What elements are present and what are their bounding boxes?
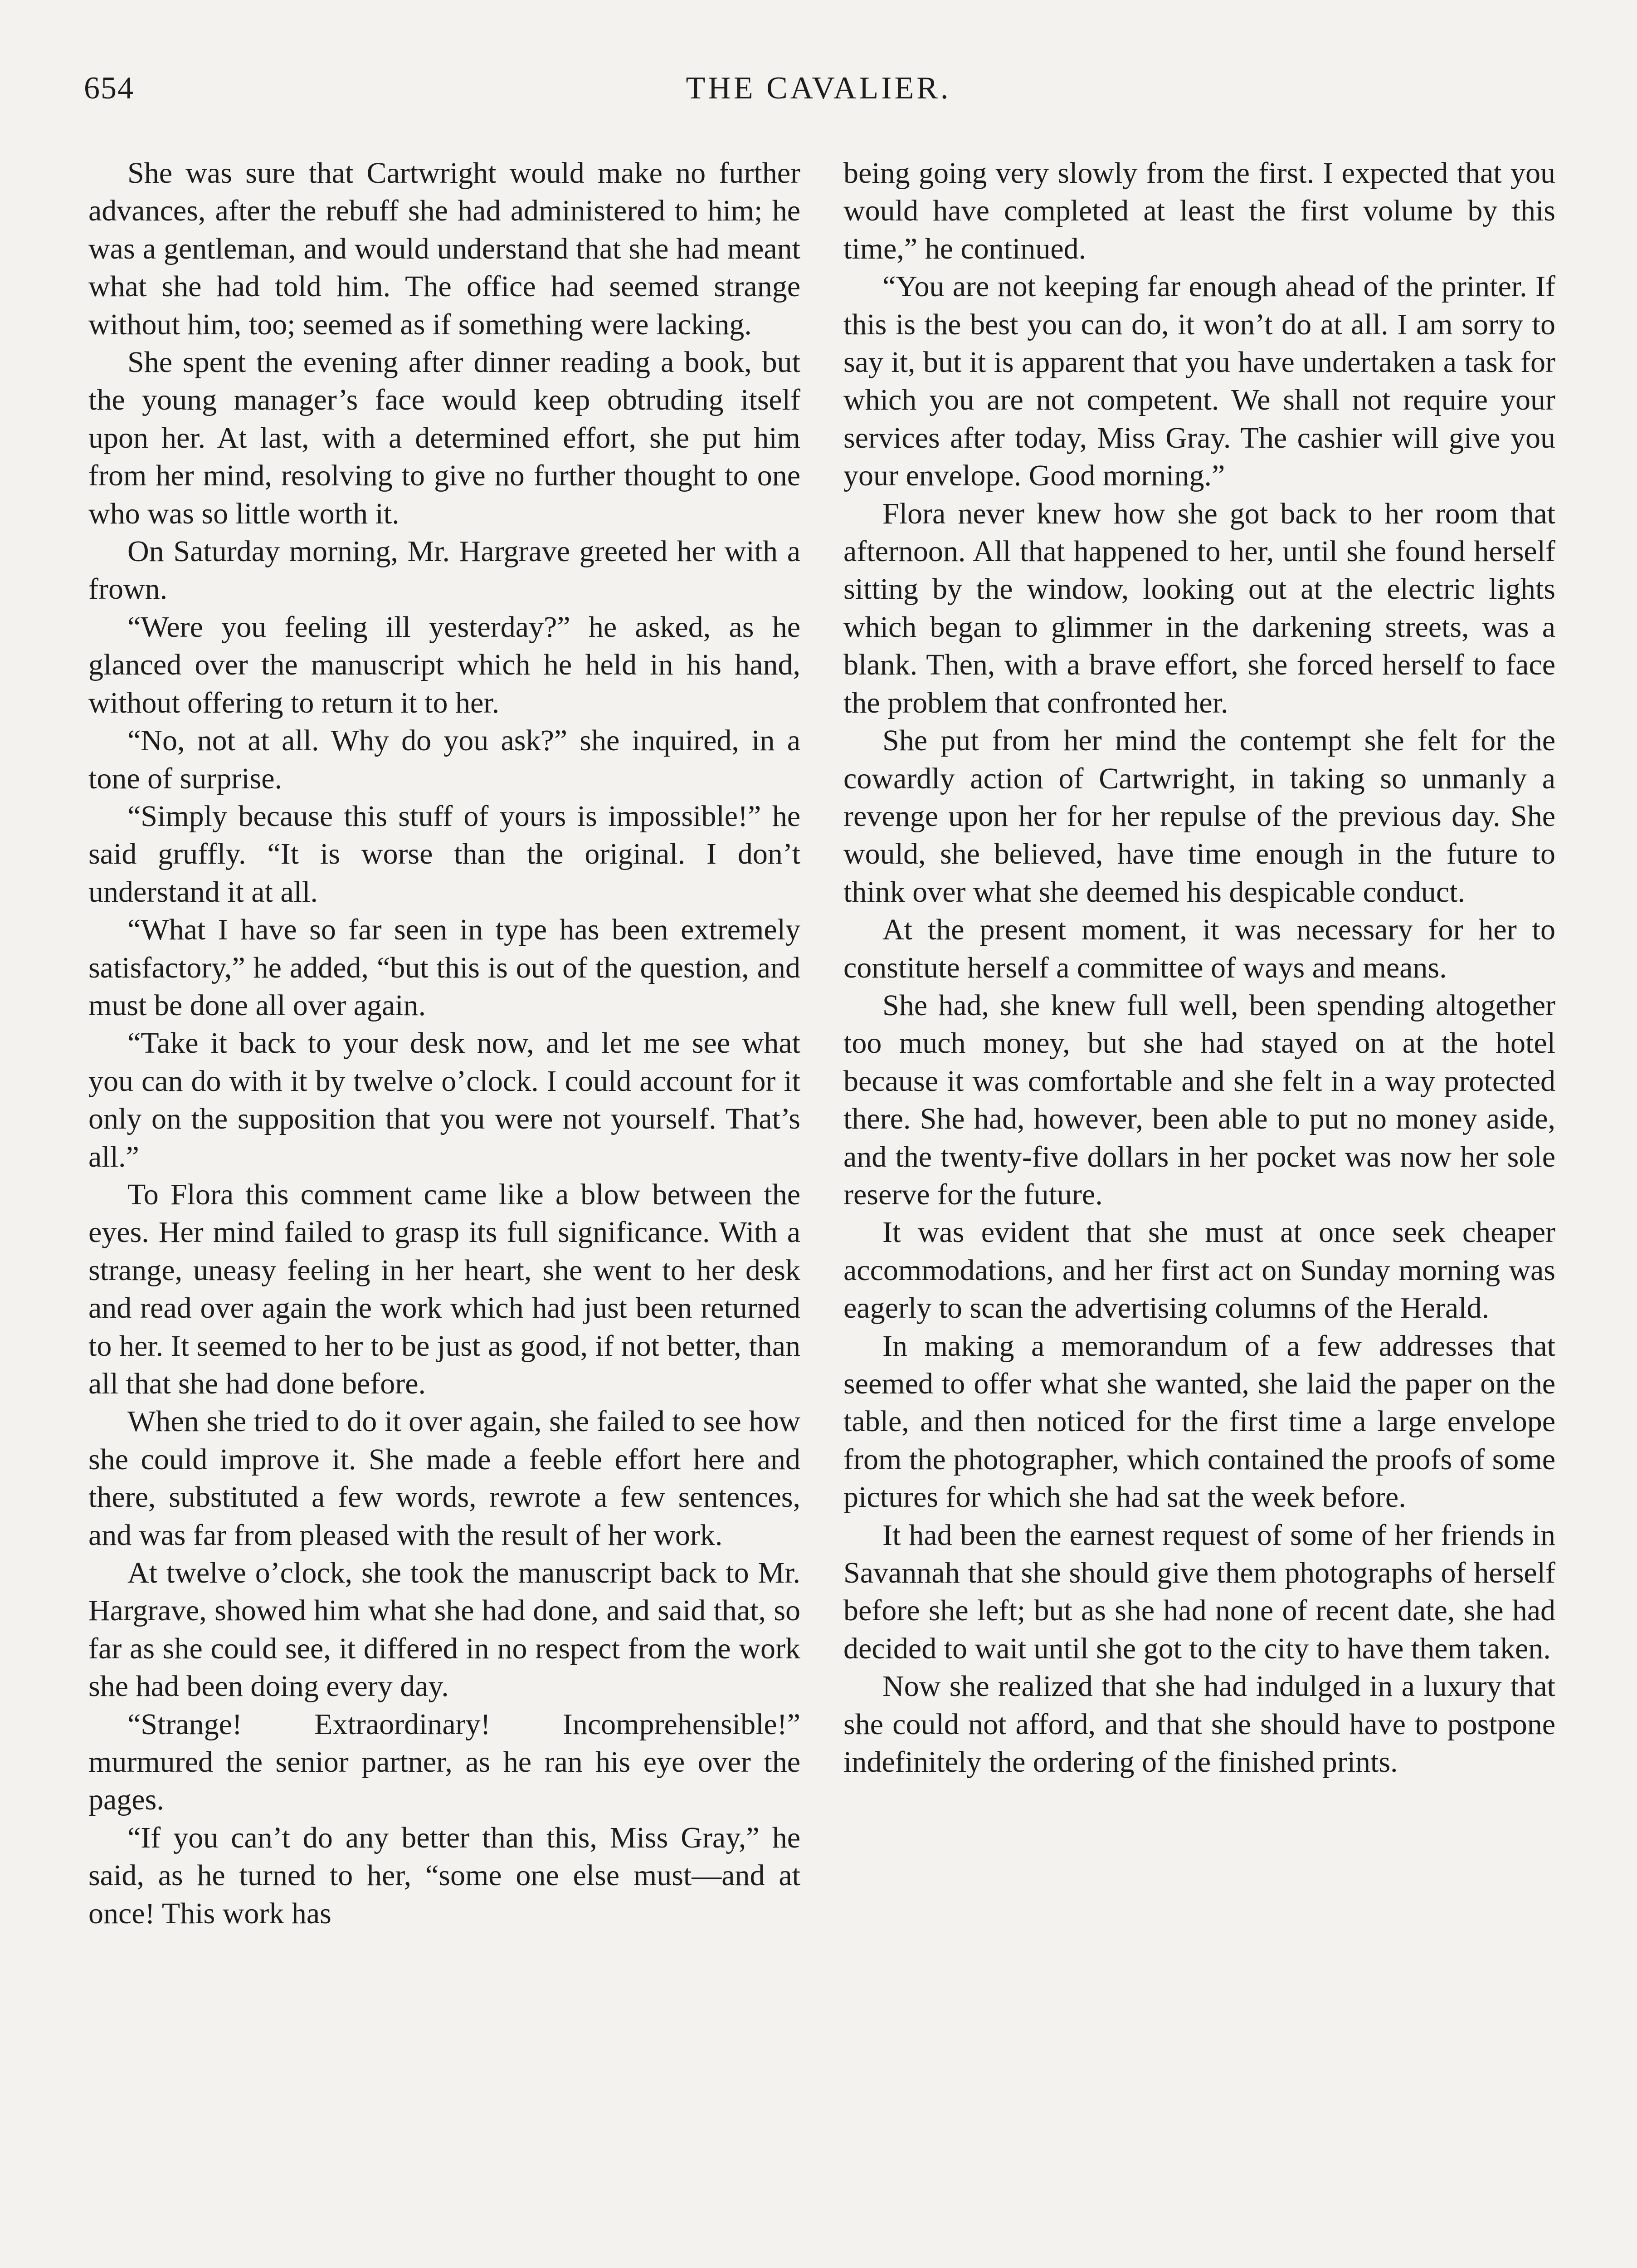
paragraph: “You are not keeping far enough ahead of the printer. If this is the best you can do, it won’t do at all. I am sorry to say it, but it is apparent that you have undertaken a task for which you are not competent. We shall not require your services after today, Miss Gray. The cashier will give you your envelope. Good morning.” — [843, 270, 1555, 493]
paragraph: “If you can’t do any better than this, Miss Gray,” he said, as he turned to her, “some one else must—and at once! This work has — [88, 1821, 800, 1930]
running-head: THE CAVALIER. — [686, 71, 951, 106]
paragraph: “No, not at all. Why do you ask?” she inquired, in a tone of surprise. — [88, 724, 800, 795]
paragraph: Flora never knew how she got back to her room that afternoon. All that happened to her, until she found herself sitting by the window, looking out at the electric lights which began to glimmer in the darkening streets, was a blank. Then, with a brave effort, she forced herself to face the problem that confronted her. — [843, 497, 1555, 719]
paragraph: “Strange! Extraordinary! Incomprehensible!” murmured the senior partner, as he ran his eye over the pages. — [88, 1707, 800, 1817]
paragraph: “Take it back to your desk now, and let me see what you can do with it by twelve o’clock. I could account for it only on the supposition that you were not yourself. That’s all.” — [88, 1026, 800, 1173]
page-number: 654 — [84, 71, 134, 106]
paragraph-continued: being going very slowly from the first. I expected that you would have completed at least the first volume by this time,” he continued. — [843, 156, 1555, 265]
paragraph: “What I have so far seen in type has been extremely satisfactory,” he added, “but this is out of the question, and must be done all over again. — [88, 913, 800, 1022]
paragraph: Now she realized that she had indulged in a luxury that she could not afford, and that she should have to postpone indefinitely the ordering of the finished prints. — [843, 1670, 1555, 1779]
paragraph: She spent the evening after dinner reading a book, but the young manager’s face would keep obtruding itself upon her. At last, with a determined effort, she put him from her mind, resolving to give no further thought to one who was so little worth it. — [88, 346, 800, 530]
paragraph: She was sure that Cartwright would make no further advances, after the rebuff she had administered to him; he was a gentleman, and would understand that she had meant what she had told him. The office had seemed strange without him, too; seemed as if something were lacking. — [88, 156, 800, 341]
paragraph: “Simply because this stuff of yours is impossible!” he said gruffly. “It is worse than the original. I don’t understand it at all. — [88, 799, 800, 909]
left-column — [88, 154, 800, 1932]
paragraph: To Flora this comment came like a blow between the eyes. Her mind failed to grasp its full significance. With a strange, uneasy feeling in her heart, she went to her desk and read over again the work which had just been returned to her. It seemed to her to be just as good, if not better, than all that she had done before. — [88, 1178, 800, 1400]
paragraph: She had, she knew full well, been spending altogether too much money, but she had stayed on at the hotel because it was comfortable and she felt in a way protected there. She had, however, been able to put no money aside, and the twenty-five dollars in her pocket was now her sole reserve for the future. — [843, 988, 1555, 1211]
paragraph: At twelve o’clock, she took the manuscript back to Mr. Hargrave, showed him what she had done, and said that, so far as she could see, it differed in no respect from the work she had been doing every day. — [88, 1556, 800, 1703]
paragraph: She put from her mind the contempt she felt for the cowardly action of Cartwright, in taking so unmanly a revenge upon her for her repulse of the previous day. She would, she believed, have time enough in the future to think over what she deemed his despicable conduct. — [843, 724, 1555, 909]
paragraph: “Were you feeling ill yesterday?” he asked, as he glanced over the manuscript which he held in his hand, without offering to return it to her. — [88, 610, 800, 719]
paragraph: At the present moment, it was necessary for her to constitute herself a committee of ways and means. — [843, 913, 1555, 984]
paragraph: It was evident that she must at once seek cheaper accommodations, and her first act on Sunday morning was eagerly to scan the advertising columns of the Herald. — [843, 1216, 1555, 1325]
paragraph: It had been the earnest request of some of her friends in Savannah that she should give them photographs of herself before she left; but as she had none of recent date, she had decided to wait until she got to the city to have them taken. — [843, 1518, 1555, 1665]
paragraph: In making a memorandum of a few addresses that seemed to offer what she wanted, she laid the paper on the table, and then noticed for the first time a large envelope from the photographer, which contained the proofs of some pictures for which she had sat the week before. — [843, 1329, 1555, 1514]
right-column — [843, 154, 1555, 1781]
paragraph: When she tried to do it over again, she failed to see how she could improve it. She made a feeble effort here and there, substituted a few words, rewrote a few sentences, and was far from pleased with the result of her work. — [88, 1405, 800, 1552]
page-header — [84, 70, 1553, 120]
paragraph: On Saturday morning, Mr. Hargrave greeted her with a frown. — [88, 535, 800, 606]
